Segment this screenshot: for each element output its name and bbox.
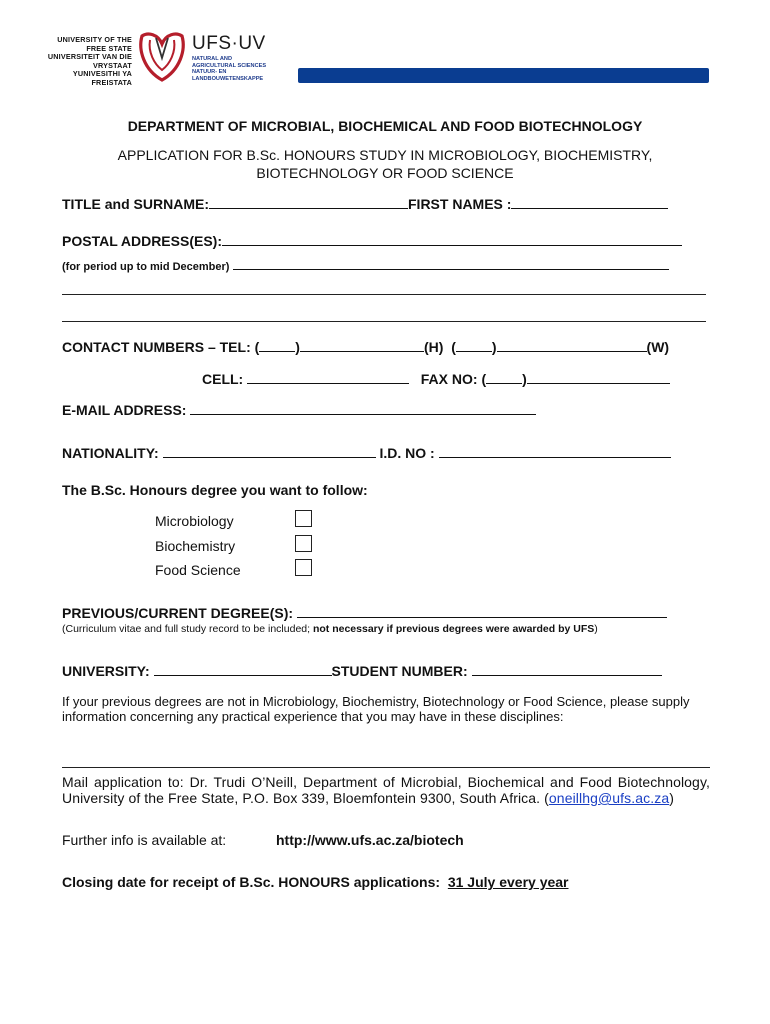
ufs-title: UFS·UV <box>192 33 266 54</box>
email-field[interactable] <box>190 402 536 415</box>
address-line-2[interactable] <box>62 293 706 295</box>
checkbox-biochemistry[interactable] <box>295 535 312 552</box>
further-info-url[interactable]: http://www.ufs.ac.za/biotech <box>276 832 464 848</box>
first-names-label: FIRST NAMES : <box>408 196 512 212</box>
email-row <box>62 402 536 418</box>
tel-h-area-field[interactable] <box>259 339 295 352</box>
mail-text: Mail application to: Dr. Trudi O’Neill, Department of Microbial, Biochemical and Food Biotechnology, University of the Free State, P.O. Box 339, Bloemfontein 9300, South Africa. ( <box>62 774 710 806</box>
nationality-row <box>62 445 671 461</box>
tel-h-field[interactable] <box>300 339 424 352</box>
nationality-label: NATIONALITY: <box>62 445 159 461</box>
id-label: I.D. NO : <box>379 445 435 461</box>
university-label: UNIVERSITY: <box>62 663 150 679</box>
option-label: Biochemistry <box>155 538 236 554</box>
experience-note: If your previous degrees are not in Microbiology, Biochemistry, Biotechnology or Food Science, please supply information concerning any practical experience that you may have in these disciplines: <box>62 694 690 724</box>
tel-w-field[interactable] <box>497 339 647 352</box>
option-label: Microbiology <box>155 513 234 529</box>
title-surname-row <box>62 196 668 212</box>
application-title: APPLICATION FOR B.Sc. HONOURS STUDY IN MICROBIOLOGY, BIOCHEMISTRY, BIOTECHNOLOGY OR FOOD SCIENCE <box>117 147 653 181</box>
cell-label: CELL: <box>202 371 244 387</box>
closing-label: Closing date for receipt of B.Sc. HONOURS applications: <box>62 874 441 890</box>
previous-degree-row <box>62 605 667 621</box>
cell-field[interactable] <box>247 371 409 384</box>
previous-degree-label: PREVIOUS/CURRENT DEGREE(S): <box>62 605 294 621</box>
mail-close: ) <box>669 790 674 806</box>
further-info-label: Further info is available at: <box>62 832 227 848</box>
postal-label: POSTAL ADDRESS(ES): <box>62 233 222 249</box>
university-field[interactable] <box>154 663 332 676</box>
email-label: E-MAIL ADDRESS: <box>62 402 187 418</box>
fax-label: FAX NO: ( <box>420 371 487 387</box>
tel-w-area-field[interactable] <box>456 339 492 352</box>
paren: ( <box>451 339 456 355</box>
header-bar <box>298 68 709 83</box>
postal-note-row <box>62 259 669 273</box>
first-names-field[interactable] <box>511 196 668 209</box>
previous-degree-field[interactable] <box>297 605 667 618</box>
paren: ) <box>295 339 300 355</box>
note-close: ) <box>594 623 598 635</box>
department-title: DEPARTMENT OF MICROBIAL, BIOCHEMICAL AND FOOD BIOTECHNOLOGY <box>127 118 643 134</box>
address-line-3[interactable] <box>62 320 706 322</box>
fax-area-field[interactable] <box>486 371 522 384</box>
fax-field[interactable] <box>527 371 670 384</box>
mail-instructions <box>62 774 710 806</box>
title-surname-label: TITLE and SURNAME: <box>62 196 209 212</box>
cell-fax-row <box>202 371 670 387</box>
closing-row <box>62 874 569 890</box>
paren: ) <box>491 339 497 355</box>
student-number-field[interactable] <box>472 663 662 676</box>
closing-date: 31 July every year <box>447 874 569 890</box>
university-name-block: UNIVERSITY OF THE FREE STATE UNIVERSITEIT VAN DIE VRYSTAAT YUNIVESITHI YA FREISTATA <box>47 35 132 87</box>
ufs-logo-icon <box>136 30 188 84</box>
paren: ) <box>522 371 527 387</box>
contact-label: CONTACT NUMBERS – TEL: ( <box>62 339 260 355</box>
h-label: (H) <box>423 339 444 355</box>
note-bold-text: not necessary if previous degrees were awarded by UFS <box>312 623 595 635</box>
contact-row <box>62 339 669 355</box>
w-label: (W) <box>646 339 670 355</box>
faculty-name-block: UFS·UV NATURAL AND AGRICULTURAL SCIENCES NATUUR- EN LANDBOUWETENSKAPPE <box>192 33 267 82</box>
postal-row <box>62 233 682 249</box>
student-number-label: STUDENT NUMBER: <box>331 663 468 679</box>
checkbox-microbiology[interactable] <box>295 510 312 527</box>
degree-prompt: The B.Sc. Honours degree you want to follow: <box>62 482 368 498</box>
option-label: Food Science <box>155 562 241 578</box>
university-row <box>62 663 662 679</box>
checkbox-food-science[interactable] <box>295 559 312 576</box>
contact-email-link[interactable]: oneillhg@ufs.ac.za <box>548 790 670 806</box>
postal-note: (for period up to mid December) <box>62 261 230 273</box>
postal-note-field[interactable] <box>233 259 669 270</box>
option-food-science[interactable] <box>155 562 241 578</box>
previous-degree-note <box>62 623 598 635</box>
title-surname-field[interactable] <box>209 196 408 209</box>
note-text: (Curriculum vitae and full study record to be included; <box>62 623 313 635</box>
postal-field[interactable] <box>222 233 682 246</box>
id-field[interactable] <box>439 445 671 458</box>
option-microbiology[interactable] <box>155 513 234 529</box>
nationality-field[interactable] <box>163 445 376 458</box>
separator-line <box>62 767 710 768</box>
option-biochemistry[interactable] <box>155 538 235 554</box>
